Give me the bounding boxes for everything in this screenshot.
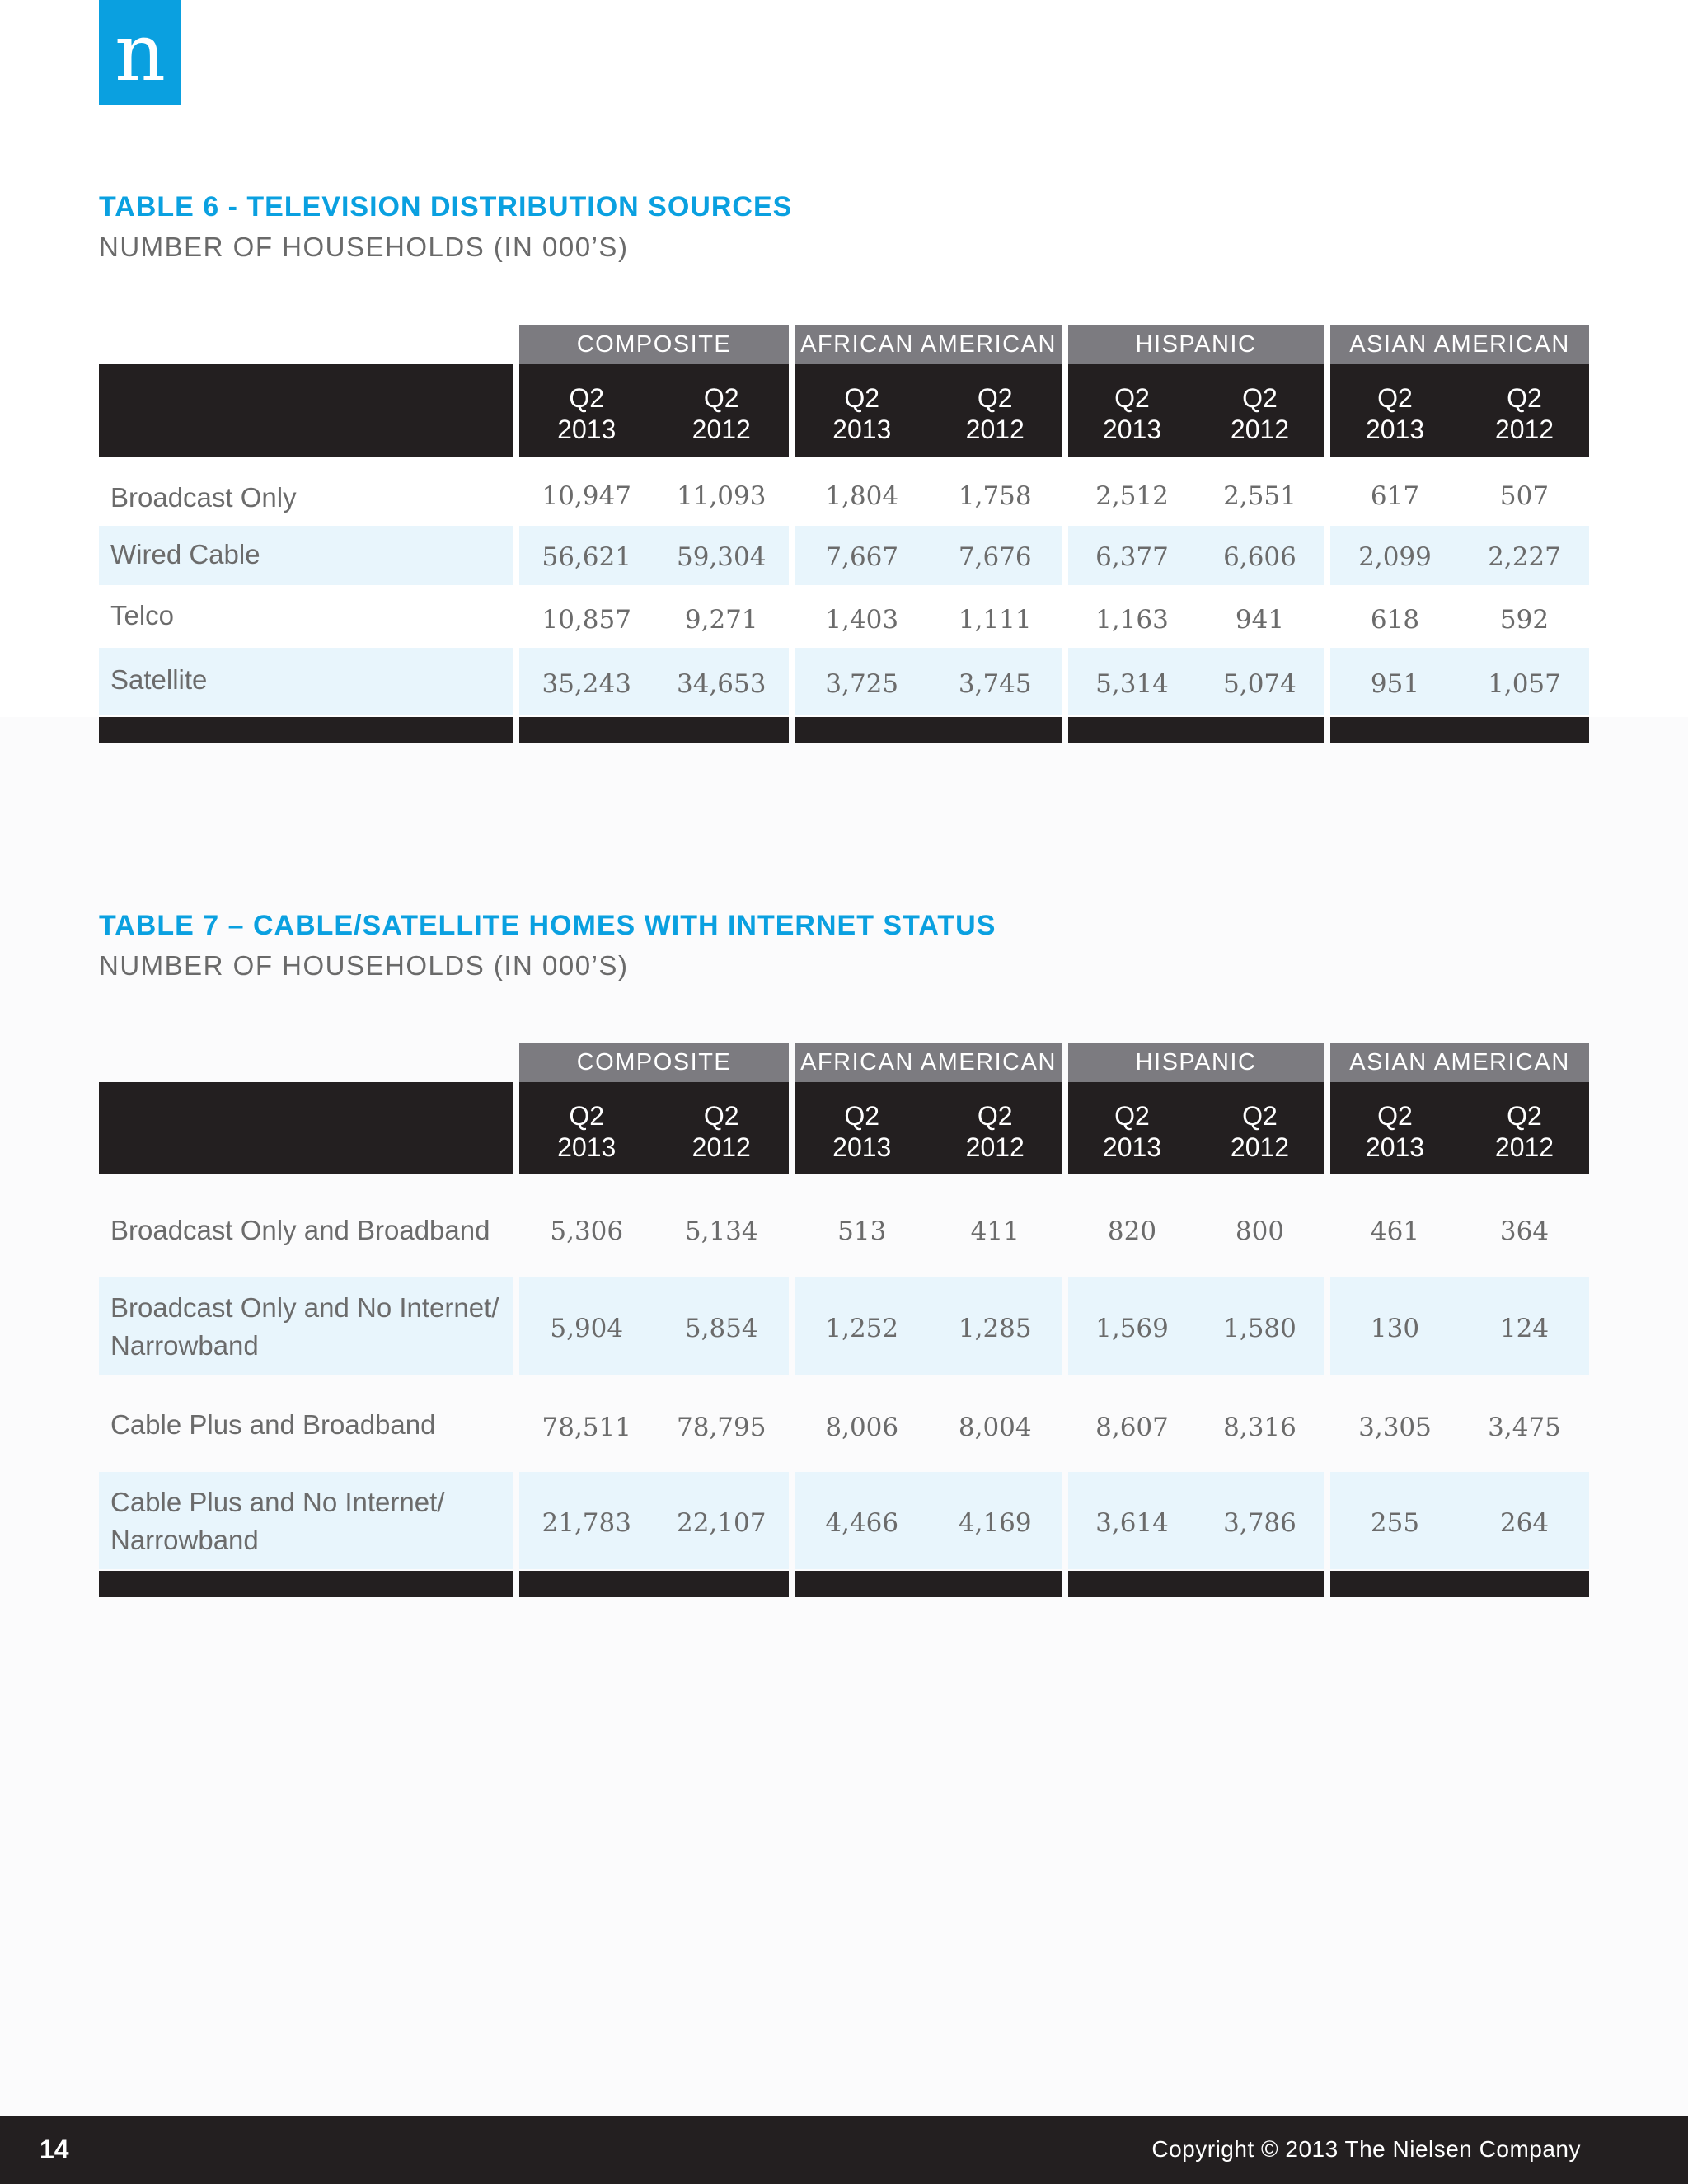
period-quarter: Q2 — [1242, 1101, 1278, 1131]
cell-value: 10,857 — [542, 605, 631, 635]
cell-value: 3,305 — [1358, 1413, 1432, 1442]
page-footer — [0, 2116, 1688, 2184]
row-label-line2: Narrowband — [110, 1330, 259, 1361]
period-quarter: Q2 — [569, 383, 605, 413]
period-quarter: Q2 — [844, 383, 880, 413]
cell-value: 5,904 — [550, 1314, 624, 1343]
period-quarter: Q2 — [569, 1101, 605, 1131]
cell-value: 59,304 — [677, 542, 767, 572]
cell-value: 617 — [1370, 481, 1420, 511]
period-quarter: Q2 — [977, 1101, 1013, 1131]
table7-subtitle: NUMBER OF HOUSEHOLDS (IN 000’S) — [99, 950, 629, 981]
period-quarter: Q2 — [844, 1101, 880, 1131]
cell-value: 1,758 — [958, 481, 1032, 511]
period-header — [1460, 382, 1589, 445]
row-label — [110, 1483, 506, 1559]
cell-value: 1,569 — [1095, 1314, 1169, 1343]
cell-value: 364 — [1499, 1216, 1550, 1246]
row-label: Broadcast Only — [110, 482, 297, 513]
cell-value: 34,653 — [677, 669, 767, 699]
period-year: 2012 — [1494, 1132, 1554, 1162]
period-header — [1068, 382, 1196, 445]
cell-value: 1,580 — [1223, 1314, 1296, 1343]
row-label: Wired Cable — [110, 539, 260, 569]
page-number: 14 — [40, 2135, 69, 2164]
cell-value: 5,074 — [1223, 669, 1296, 699]
period-year: 2012 — [692, 1132, 751, 1162]
row-label — [110, 1289, 506, 1365]
cell-value: 4,466 — [825, 1508, 899, 1538]
group-header — [1068, 325, 1324, 364]
table-footer-bar — [795, 1571, 1062, 1597]
group-header-label: ASIAN AMERICAN — [1349, 331, 1570, 358]
row-label-line1: Broadcast Only and No Internet/ — [110, 1292, 499, 1323]
period-year: 2012 — [1230, 415, 1290, 444]
period-header — [1330, 382, 1460, 445]
period-quarter: Q2 — [1507, 383, 1542, 413]
table-footer-bar — [1068, 717, 1324, 743]
group-header-label: AFRICAN AMERICAN — [800, 1049, 1057, 1076]
row-label — [110, 1212, 506, 1249]
cell-value: 8,316 — [1223, 1413, 1296, 1442]
nielsen-logo — [99, 0, 181, 105]
cell-value: 11,093 — [677, 481, 767, 511]
cell-value: 3,475 — [1488, 1413, 1561, 1442]
cell-value: 2,512 — [1095, 481, 1169, 511]
cell-value: 78,511 — [542, 1413, 631, 1442]
period-quarter: Q2 — [1377, 383, 1413, 413]
cell-value: 264 — [1499, 1508, 1550, 1538]
cell-value: 820 — [1107, 1216, 1157, 1246]
cell-value: 5,134 — [684, 1216, 758, 1246]
row-label-line1: Broadcast Only and Broadband — [110, 1215, 490, 1245]
period-quarter: Q2 — [1114, 383, 1150, 413]
group-header-label: AFRICAN AMERICAN — [800, 331, 1057, 358]
period-year: 2013 — [557, 1132, 617, 1162]
group-header — [1330, 1043, 1589, 1082]
period-year: 2013 — [1102, 1132, 1162, 1162]
cell-value: 1,403 — [825, 605, 899, 635]
cell-value: 5,854 — [684, 1314, 758, 1343]
table-footer-bar — [519, 717, 789, 743]
period-quarter: Q2 — [703, 1101, 739, 1131]
group-header — [795, 1043, 1062, 1082]
period-year: 2012 — [965, 415, 1025, 444]
row-label: Satellite — [110, 664, 208, 695]
cell-value: 951 — [1370, 669, 1420, 699]
cell-value: 5,314 — [1095, 669, 1169, 699]
table-footer-bar — [99, 1571, 513, 1597]
cell-value: 21,783 — [542, 1508, 631, 1538]
cell-value: 3,725 — [825, 669, 899, 699]
header-label-cell — [99, 1082, 513, 1174]
row-label: Telco — [110, 600, 175, 630]
cell-value: 56,621 — [542, 542, 631, 572]
table7-title: TABLE 7 – CABLE/SATELLITE HOMES WITH INTERNET STATUS — [99, 910, 996, 941]
table-footer-bar — [1330, 1571, 1589, 1597]
row-label — [110, 1406, 506, 1444]
table-footer-bar — [795, 717, 1062, 743]
table-footer-bar — [1330, 717, 1589, 743]
cell-value: 1,111 — [958, 605, 1032, 635]
cell-value: 2,227 — [1488, 542, 1561, 572]
period-header — [1330, 1100, 1460, 1163]
table-footer-bar — [1068, 1571, 1324, 1597]
cell-value: 507 — [1499, 481, 1550, 511]
period-header — [929, 382, 1062, 445]
period-year: 2013 — [832, 1132, 892, 1162]
cell-value: 461 — [1370, 1216, 1420, 1246]
cell-value: 800 — [1235, 1216, 1285, 1246]
period-header — [929, 1100, 1062, 1163]
period-year: 2013 — [1102, 415, 1162, 444]
cell-value: 6,377 — [1095, 542, 1169, 572]
cell-value: 8,004 — [958, 1413, 1032, 1442]
row-label-line1: Cable Plus and Broadband — [110, 1409, 436, 1440]
cell-value: 1,057 — [1488, 669, 1561, 699]
group-header — [795, 325, 1062, 364]
cell-value: 941 — [1235, 605, 1285, 635]
period-header — [654, 382, 790, 445]
table-footer-bar — [99, 717, 513, 743]
cell-value: 9,271 — [684, 605, 758, 635]
group-header-label: COMPOSITE — [576, 331, 732, 358]
cell-value: 7,676 — [958, 542, 1032, 572]
cell-value: 10,947 — [542, 481, 631, 511]
cell-value: 130 — [1370, 1314, 1420, 1343]
period-quarter: Q2 — [1507, 1101, 1542, 1131]
cell-value: 3,614 — [1095, 1508, 1169, 1538]
group-header-label: COMPOSITE — [576, 1049, 732, 1076]
cell-value: 3,745 — [958, 669, 1032, 699]
period-header — [519, 382, 654, 445]
cell-value: 8,006 — [825, 1413, 899, 1442]
group-header-label: HISPANIC — [1135, 1049, 1257, 1076]
cell-value: 1,163 — [1095, 605, 1169, 635]
period-quarter: Q2 — [1242, 383, 1278, 413]
cell-value: 7,667 — [825, 542, 899, 572]
period-year: 2013 — [1365, 415, 1425, 444]
table6-subtitle: NUMBER OF HOUSEHOLDS (IN 000’S) — [99, 232, 629, 262]
cell-value: 5,306 — [550, 1216, 624, 1246]
group-header — [1330, 325, 1589, 364]
group-header-label: HISPANIC — [1135, 331, 1257, 358]
cell-value: 22,107 — [677, 1508, 767, 1538]
period-quarter: Q2 — [703, 383, 739, 413]
period-year: 2013 — [557, 415, 617, 444]
period-quarter: Q2 — [977, 383, 1013, 413]
group-header — [519, 325, 789, 364]
period-year: 2012 — [1230, 1132, 1290, 1162]
cell-value: 618 — [1370, 605, 1420, 635]
cell-value: 8,607 — [1095, 1413, 1169, 1442]
cell-value: 513 — [837, 1216, 887, 1246]
cell-value: 592 — [1499, 605, 1550, 635]
period-year: 2012 — [1494, 415, 1554, 444]
row-label-line1: Cable Plus and No Internet/ — [110, 1487, 445, 1517]
period-year: 2013 — [1365, 1132, 1425, 1162]
cell-value: 2,099 — [1358, 542, 1432, 572]
group-header — [1068, 1043, 1324, 1082]
cell-value: 6,606 — [1223, 542, 1296, 572]
period-header — [795, 1100, 929, 1163]
cell-value: 35,243 — [542, 669, 631, 699]
cell-value: 1,252 — [825, 1314, 899, 1343]
cell-value: 124 — [1499, 1314, 1550, 1343]
period-header — [795, 382, 929, 445]
period-header — [1068, 1100, 1196, 1163]
table-footer-bar — [519, 1571, 789, 1597]
copyright-notice: Copyright © 2013 The Nielsen Company — [1151, 2136, 1581, 2162]
cell-value: 4,169 — [958, 1508, 1032, 1538]
group-header-label: ASIAN AMERICAN — [1349, 1049, 1570, 1076]
header-label-cell — [99, 364, 513, 457]
logo-letter: n — [115, 7, 166, 99]
period-quarter: Q2 — [1114, 1101, 1150, 1131]
cell-value: 255 — [1370, 1508, 1420, 1538]
period-header — [1196, 382, 1324, 445]
period-year: 2012 — [692, 415, 751, 444]
period-header — [1460, 1100, 1589, 1163]
cell-value: 2,551 — [1223, 481, 1296, 511]
period-year: 2012 — [965, 1132, 1025, 1162]
cell-value: 1,804 — [825, 481, 899, 511]
row-label-line2: Narrowband — [110, 1525, 259, 1555]
group-header — [519, 1043, 789, 1082]
cell-value: 1,285 — [958, 1314, 1032, 1343]
period-year: 2013 — [832, 415, 892, 444]
period-header — [654, 1100, 790, 1163]
cell-value: 411 — [970, 1216, 1020, 1246]
period-quarter: Q2 — [1377, 1101, 1413, 1131]
table6-title: TABLE 6 - TELEVISION DISTRIBUTION SOURCES — [99, 191, 793, 223]
period-header — [519, 1100, 654, 1163]
period-header — [1196, 1100, 1324, 1163]
cell-value: 78,795 — [677, 1413, 767, 1442]
cell-value: 3,786 — [1223, 1508, 1296, 1538]
